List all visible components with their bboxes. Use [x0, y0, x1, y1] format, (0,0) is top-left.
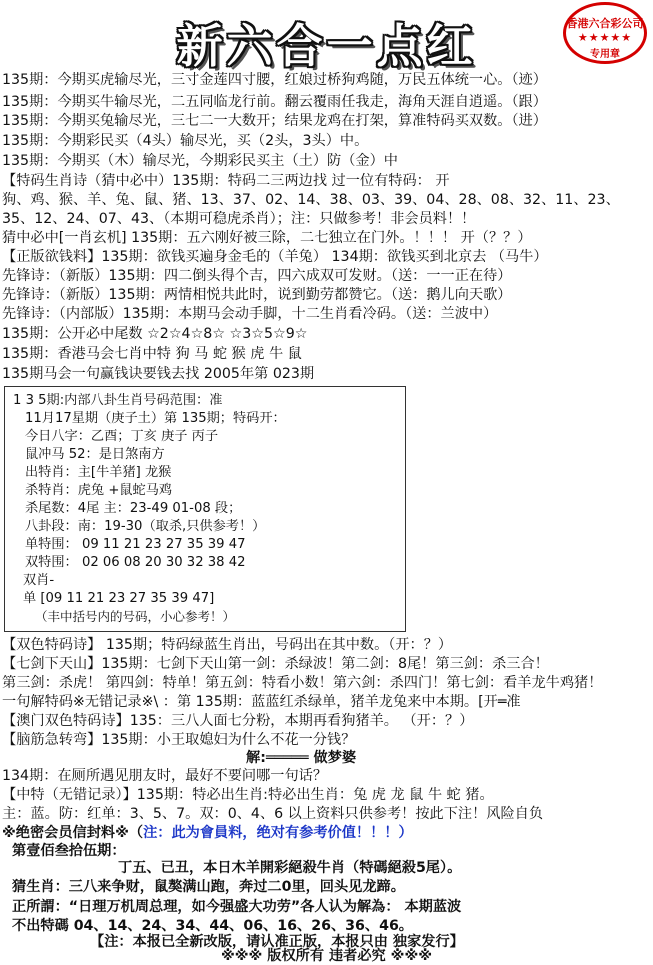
box-line: 双肖-: [23, 573, 55, 588]
box-line: （丰中括号内的号码，小心参考！）: [35, 609, 236, 624]
text-line: 135期马会一句赢钱诀要钱去找 2005年第 023期: [2, 366, 315, 382]
text-line: 35、12、24、07、43、（本期可稳虎杀肖）；注：只做参考！非会员料！！: [2, 211, 476, 227]
text-line: 先锋诗：（新版）135期：两情相悦共此时，说到勤劳都赞它。（送：鹅儿向天歌）: [2, 287, 512, 303]
box-line: 出特肖：主[牛羊猪] 龙猴: [25, 465, 172, 480]
box-line: 11月17星期（庚子土）第 135期；特码开：: [25, 411, 286, 426]
proverb-line: 正所謂：“日理万机周总理，如今强盛大功劳”各人认为解為： 本期蓝波: [12, 899, 462, 915]
text-line: 135期：今期彩民买（4头）输尽光，买（2头，3头）中。: [2, 133, 369, 149]
issue-title: 第壹佰叁拾伍期：: [12, 843, 126, 859]
text-line: 135期：今期买牛输尽光，二五同临龙行前。翻云覆雨任我走，海角天涯自逍遥。（跟）: [2, 94, 547, 110]
bagua-range-box: [4, 386, 406, 632]
text-line: 【正版欲钱料】135期：欲钱买遍身金毛的（羊兔） 134期：欲钱买到北京去 （马牛）: [2, 249, 548, 265]
copyright-line: ※※※ 版权所有 违者必究 ※※※: [220, 948, 433, 964]
text-line: 【脑筋急转弯】135期：小王取媳妇为什么不花一分钱？: [2, 732, 356, 748]
text-line: 【七剑下天山】135期：七剑下天山第一剑：杀绿波！第二剑：8尾！第三剑：杀三合！: [2, 656, 549, 672]
text-line: 猜中必中[一肖玄机] 135期：五六刚好被三除，二七独立在门外。！！！ 开（？？）: [2, 230, 532, 246]
vip-label: ※绝密会员信封料※（: [2, 825, 144, 841]
text-line: 【特码生肖诗（猜中必中）135期：特码二三两边找 过一位有特码： 开: [2, 173, 450, 189]
box-line: 单特围： 09 11 21 23 27 35 39 47: [25, 537, 246, 552]
text-line: 134期：在厕所遇见朋友时，最好不要问哪一句话？: [2, 768, 328, 784]
box-line: 杀特肖：虎兔 +鼠蛇马鸡: [25, 483, 173, 498]
kill-zodiac-line: 丁五、已丑，本日木羊開彩絕殺牛肖（特碼絕殺5尾）。: [118, 860, 462, 876]
header: [0, 0, 653, 72]
text-line: 【澳门双色特码诗】135：三八人面七分粉，本期再看狗猪羊。 （开：？）: [2, 713, 474, 729]
text-line: 135期：公开必中尾数 ☆2☆4☆8☆ ☆3☆5☆9☆: [2, 326, 308, 342]
vip-notice: [2, 825, 413, 842]
text-line: 135期：今期买兔输尽光，三七二一大数开；结果龙鸡在打架，算准特码买双数。（进）: [2, 113, 547, 129]
text-line: 狗、鸡、猴、羊、兔、鼠、猪、13、37、02、14、38、03、39、04、28、08、32、11、23、: [2, 192, 620, 208]
box-line: 双特围： 02 06 08 20 30 32 38 42: [25, 555, 246, 570]
company-seal-stamp: [563, 2, 647, 64]
no-special-numbers: 不出特碼 04、14、24、34、44、06、16、26、36、46。: [12, 918, 413, 934]
text-line: 135期：今期买虎输尽光，三寸金莲四寸腰，红娘过桥狗鸡随，万民五体统一心。（迹）: [2, 72, 547, 88]
seal-line-1: 香港六合彩公司: [566, 17, 644, 30]
text-line: 第三剑：杀虎！ 第四剑：特单！第五剑：特看小数！第六剑：杀四门！第七剑：看羊龙牛鸡猪！: [2, 675, 603, 691]
box-line: 单 [09 11 21 23 27 35 39 47]: [23, 591, 215, 606]
vip-note: 注：此为會員料，绝对有参考价值！！！）: [143, 825, 413, 841]
box-line: 今日八字：乙酉；丁亥 庚子 丙子: [25, 429, 219, 444]
box-line: 八卦段：南：19-30（取杀,只供参考！）: [25, 519, 266, 534]
text-line: 先锋诗：（内部版）135期：本期马会动手脚，十二生肖看冷码。（送：兰波中）: [2, 306, 498, 322]
text-line: 【双色特码诗】 135期；特码绿蓝生肖出，号码出在其中数。（开：？）: [2, 637, 453, 653]
guess-zodiac-line: 猜生肖：三八来争财，鼠獒满山跑，奔过二0里，回头见龙蹄。: [12, 879, 405, 895]
text-line: 135期：香港马会七肖中特 狗 马 蛇 猴 虎 牛 鼠: [2, 346, 302, 362]
seal-line-3: 专用章: [590, 49, 620, 60]
riddle-answer: 解:═════ 做梦婆: [246, 750, 357, 766]
text-line: 135期：今期买（木）输尽光，今期彩民买主（土）防（金）中: [2, 153, 398, 169]
box-line: 杀尾数：4尾 主：23-49 01-08 段；: [25, 501, 242, 516]
page-title: 新六合一点红: [176, 19, 477, 73]
seal-stars: ★★★★★: [577, 31, 633, 44]
text-line: 主：蓝。防：红单：3、5、7。双：0、4、6 以上资料只供参考！按此下注！风险自负: [2, 806, 544, 822]
text-line: 【中特（无错记录）】135期：特必出生肖:特必出生肖：兔 虎 龙 鼠 牛 蛇 猪。: [2, 787, 494, 803]
text-line: 先锋诗：（新版）135期：四二倒头得个吉，四六成双可发财。（送：一一正在待）: [2, 268, 512, 284]
box-line: 1 3 5期:内部八卦生肖号码范围：准: [13, 393, 223, 408]
text-line: 一句解特码※无错记录※\ ：第 135期：蓝蓝红杀绿单，猪羊龙兔来中本期。[开═准: [2, 694, 521, 710]
edition-notice: 【注：本报已全新改版，请认准正版，本报只由 独家发行】: [90, 934, 464, 950]
box-line: 鼠冲马 52：是日煞南方: [25, 447, 165, 462]
